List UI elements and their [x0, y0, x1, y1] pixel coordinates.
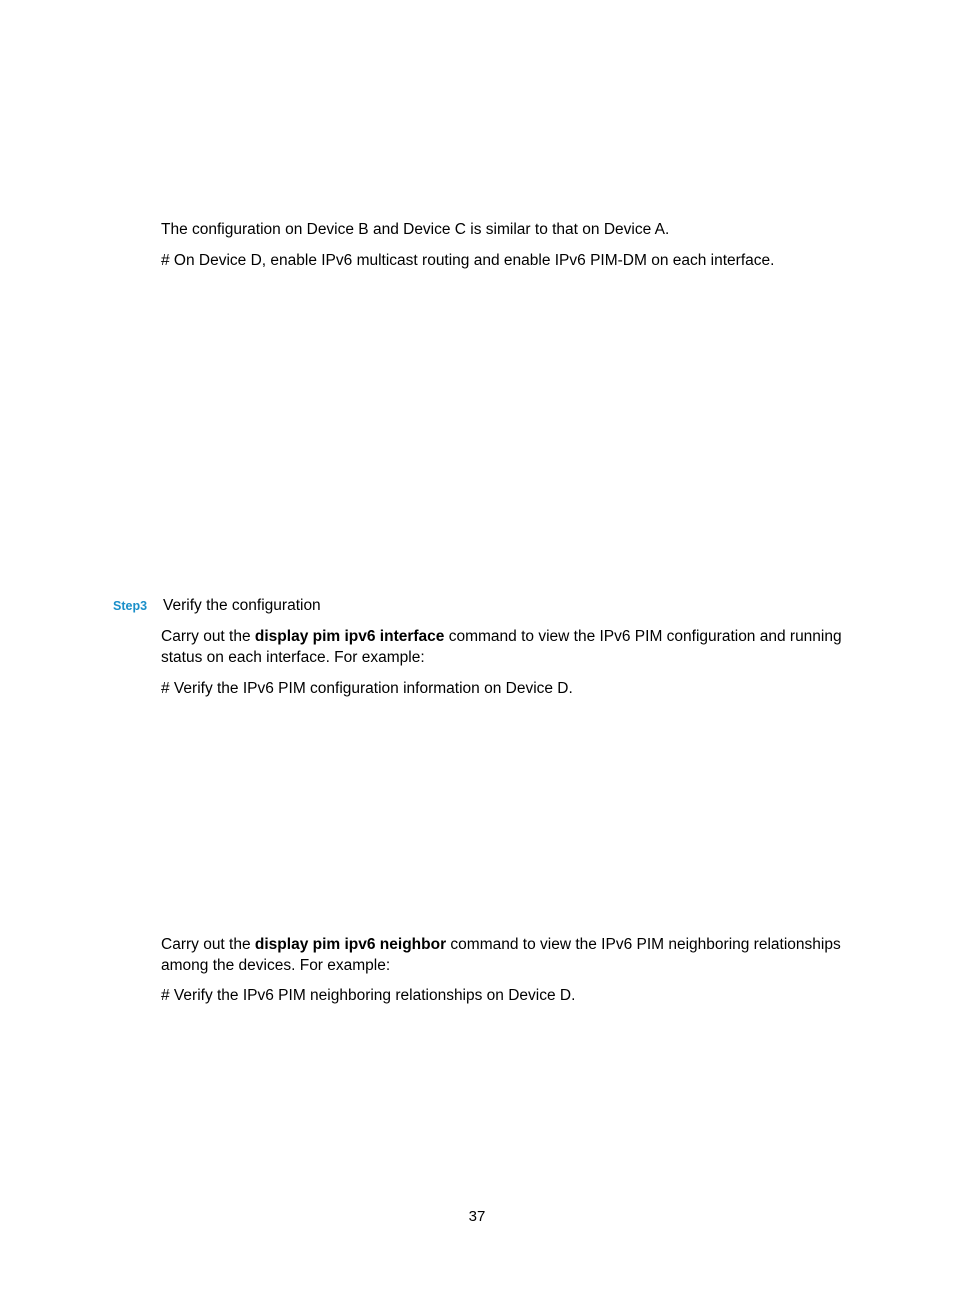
- paragraph-config-similar: The configuration on Device B and Device C is similar to that on Device A.: [161, 221, 670, 238]
- paragraph-neighbor-comment: # Verify the IPv6 PIM neighboring relationships on Device D.: [161, 987, 576, 1004]
- paragraph-neighbor-command: [161, 934, 871, 976]
- step3-title: Verify the configuration: [163, 597, 321, 614]
- interface-prefix: Carry out the: [161, 628, 255, 645]
- step3-label: Step3: [113, 599, 148, 613]
- paragraph-interface-comment: # Verify the IPv6 PIM configuration information on Device D.: [161, 680, 573, 697]
- interface-suffix: command to view the IPv6 PIM configuration and running status on each interface. For example:: [161, 628, 842, 666]
- interface-command: display pim ipv6 interface: [254, 628, 445, 645]
- paragraph-device-d-comment: # On Device D, enable IPv6 multicast routing and enable IPv6 PIM-DM on each interface.: [161, 252, 775, 269]
- neighbor-prefix: Carry out the: [161, 936, 255, 953]
- neighbor-suffix: command to view the IPv6 PIM neighboring relationships among the devices. For example:: [161, 936, 841, 974]
- neighbor-command: display pim ipv6 neighbor: [254, 936, 447, 953]
- page-number: 37: [468, 1208, 486, 1225]
- paragraph-interface-command: [161, 626, 871, 668]
